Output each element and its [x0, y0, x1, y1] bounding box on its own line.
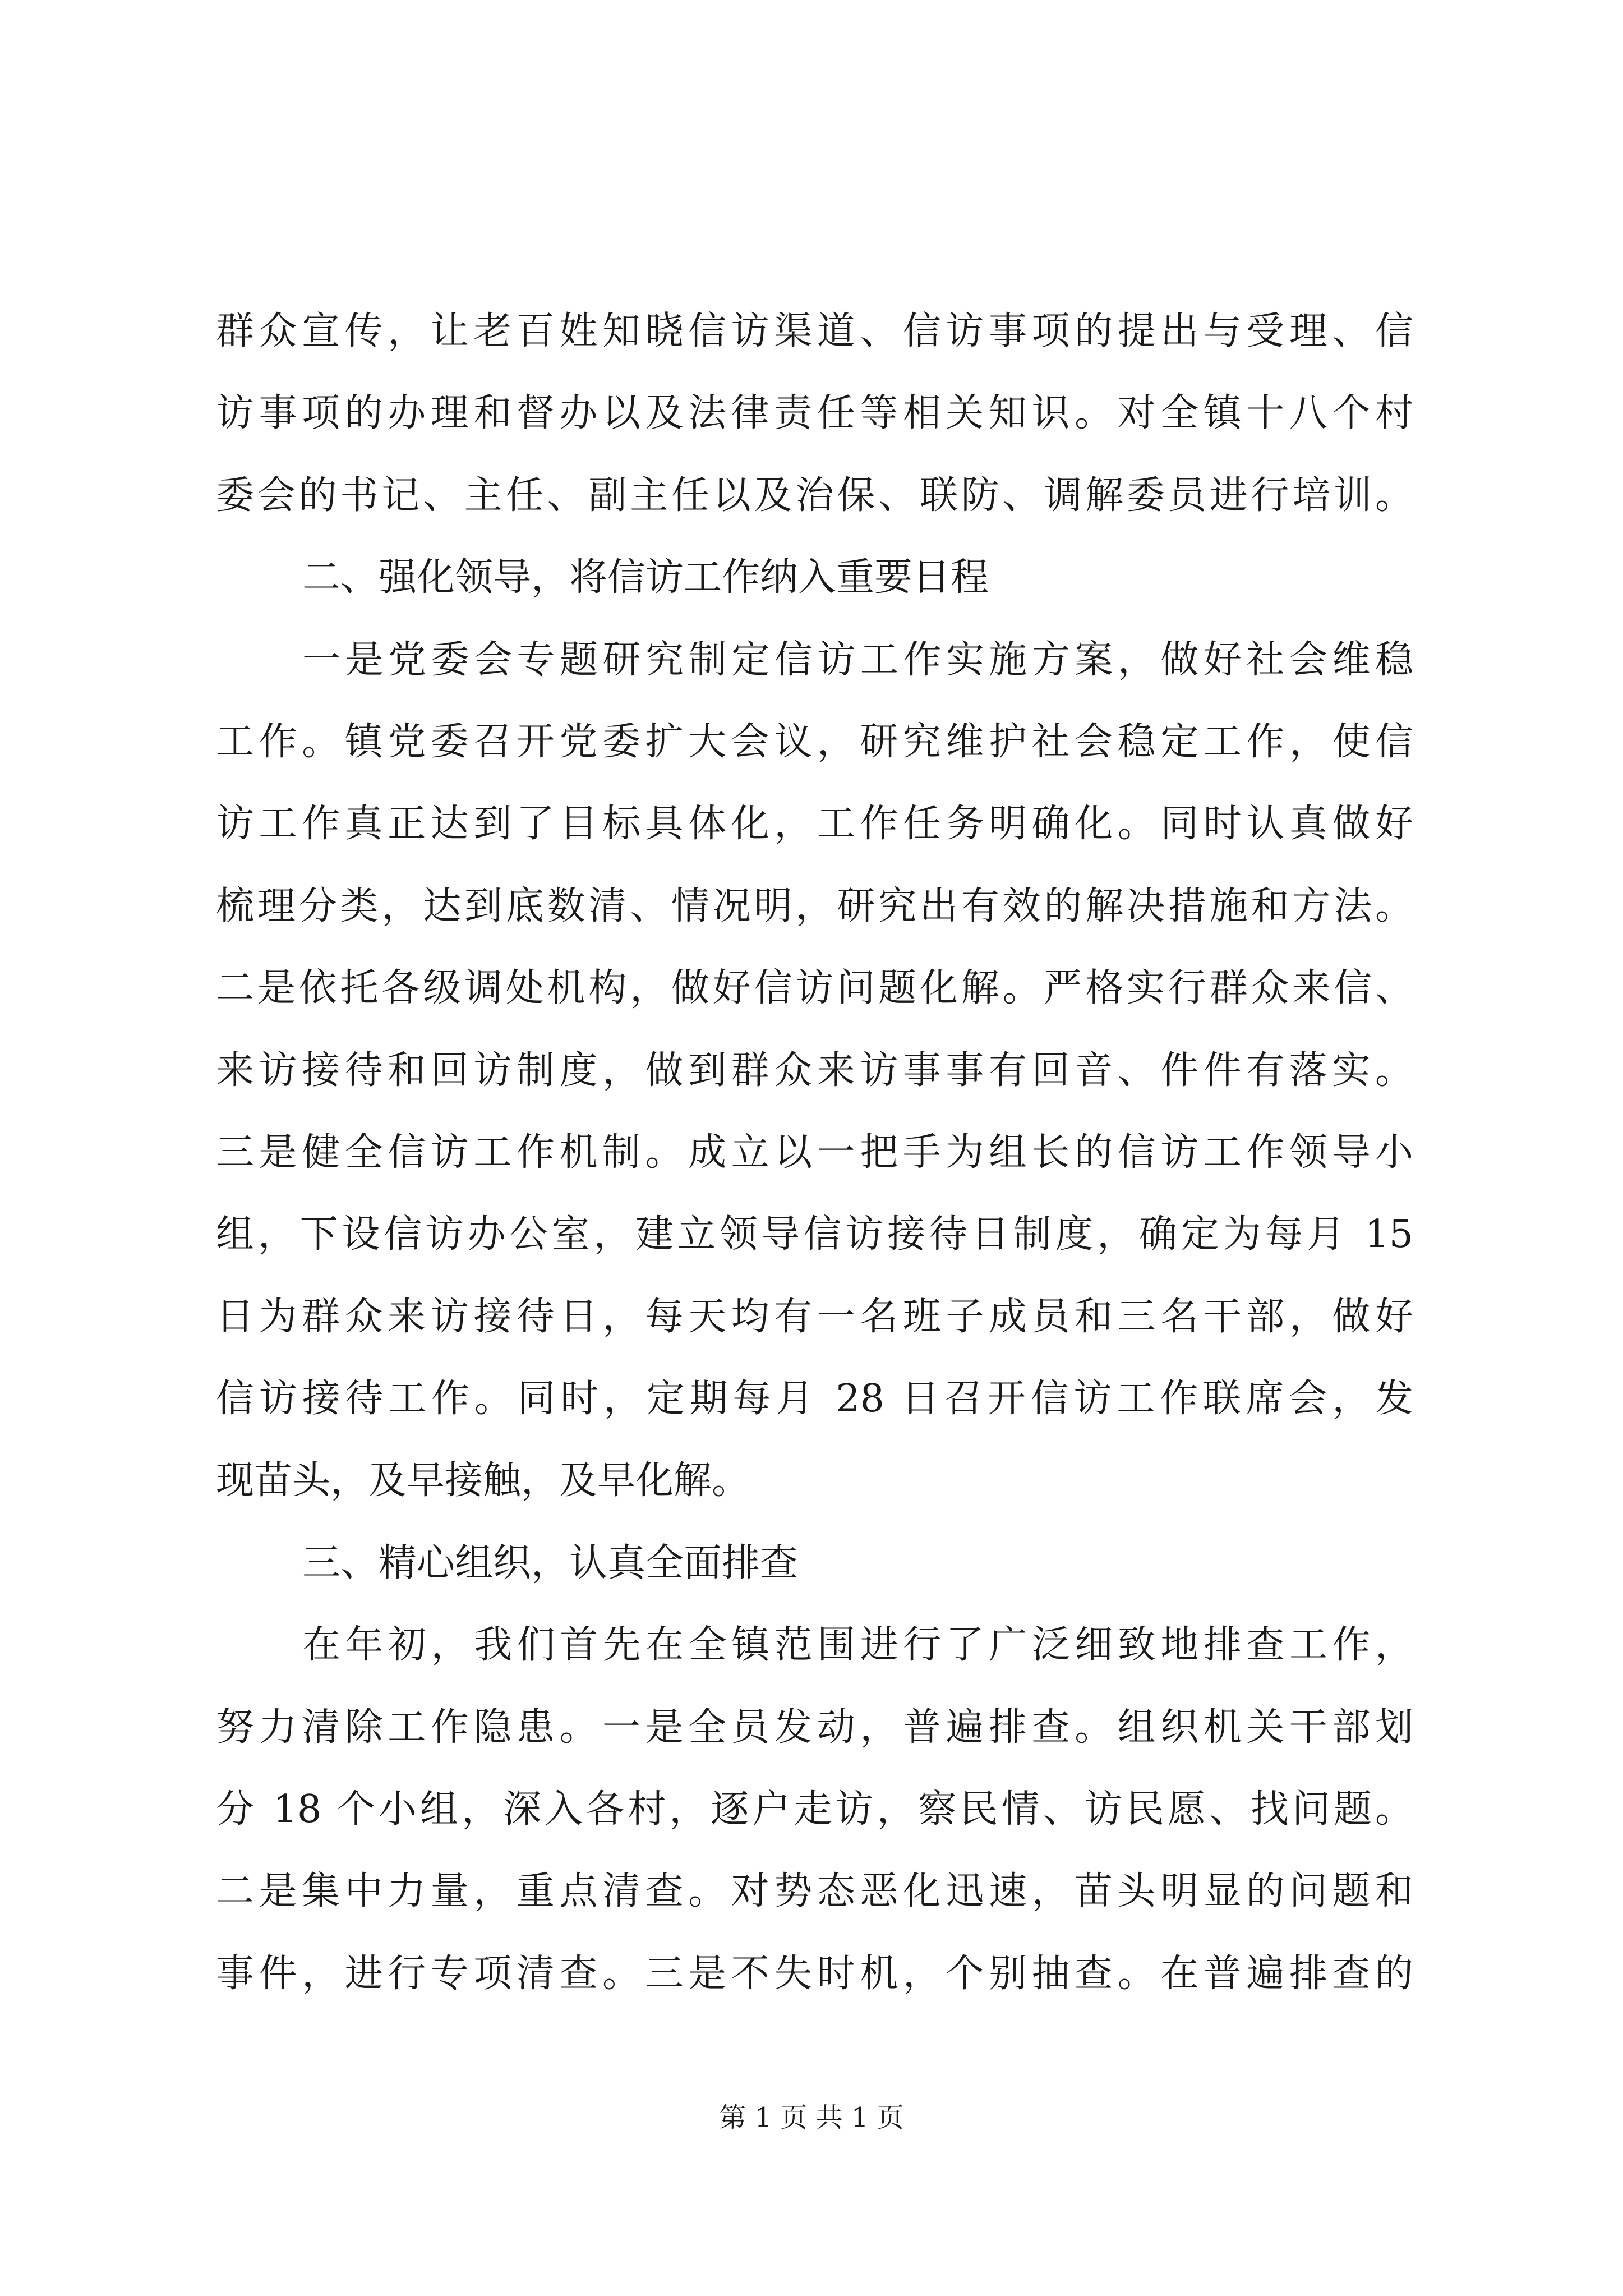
text-line: 梳理分类，达到底数清、情况明，研究出有效的解决措施和方法。	[216, 884, 1413, 928]
text-line: 二是依托各级调处机构，做好信访问题化解。严格实行群众来信、	[216, 966, 1413, 1011]
text-line: 群众宣传，让老百姓知晓信访渠道、信访事项的提出与受理、信	[216, 309, 1413, 353]
text-line: 信访接待工作。同时，定期每月 28 日召开信访工作联席会，发	[216, 1377, 1413, 1421]
section-heading: 二、强化领导，将信访工作纳入重要日程	[302, 555, 989, 600]
section-heading: 三、精心组织，认真全面排查	[302, 1540, 799, 1585]
document-body	[216, 291, 1413, 2015]
text-line: 委会的书记、主任、副主任以及治保、联防、调解委员进行培训。	[216, 473, 1413, 518]
text-line: 三是健全信访工作机制。成立以一把手为组长的信访工作领导小	[216, 1130, 1413, 1175]
text-line: 现苗头，及早接触，及早化解。	[216, 1458, 750, 1503]
text-line: 分 18 个小组，深入各村，逐户走访，察民情、访民愿、找问题。	[216, 1787, 1413, 1832]
text-line: 一是党委会专题研究制定信访工作实施方案，做好社会维稳	[302, 637, 1413, 682]
text-line: 在年初，我们首先在全镇范围进行了广泛细致地排查工作，	[302, 1623, 1413, 1668]
text-line: 努力清除工作隐患。一是全员发动，普遍排查。组织机关干部划	[216, 1705, 1413, 1750]
text-line: 访事项的办理和督办以及法律责任等相关知识。对全镇十八个村	[216, 391, 1413, 436]
text-line: 来访接待和回访制度，做到群众来访事事有回音、件件有落实。	[216, 1048, 1413, 1093]
text-line: 组，下设信访办公室，建立领导信访接待日制度，确定为每月 15	[216, 1212, 1413, 1257]
text-line: 访工作真正达到了目标具体化，工作任务明确化。同时认真做好	[216, 802, 1413, 846]
text-line: 日为群众来访接待日，每天均有一名班子成员和三名干部，做好	[216, 1294, 1413, 1339]
text-line: 工作。镇党委召开党委扩大会议，研究维护社会稳定工作，使信	[216, 719, 1413, 764]
text-line: 事件，进行专项清查。三是不失时机，个别抽查。在普遍排查的	[216, 1951, 1413, 1996]
text-line: 二是集中力量，重点清查。对势态恶化迅速，苗头明显的问题和	[216, 1869, 1413, 1914]
page-number-footer: 第 1 页 共 1 页	[719, 2102, 904, 2133]
